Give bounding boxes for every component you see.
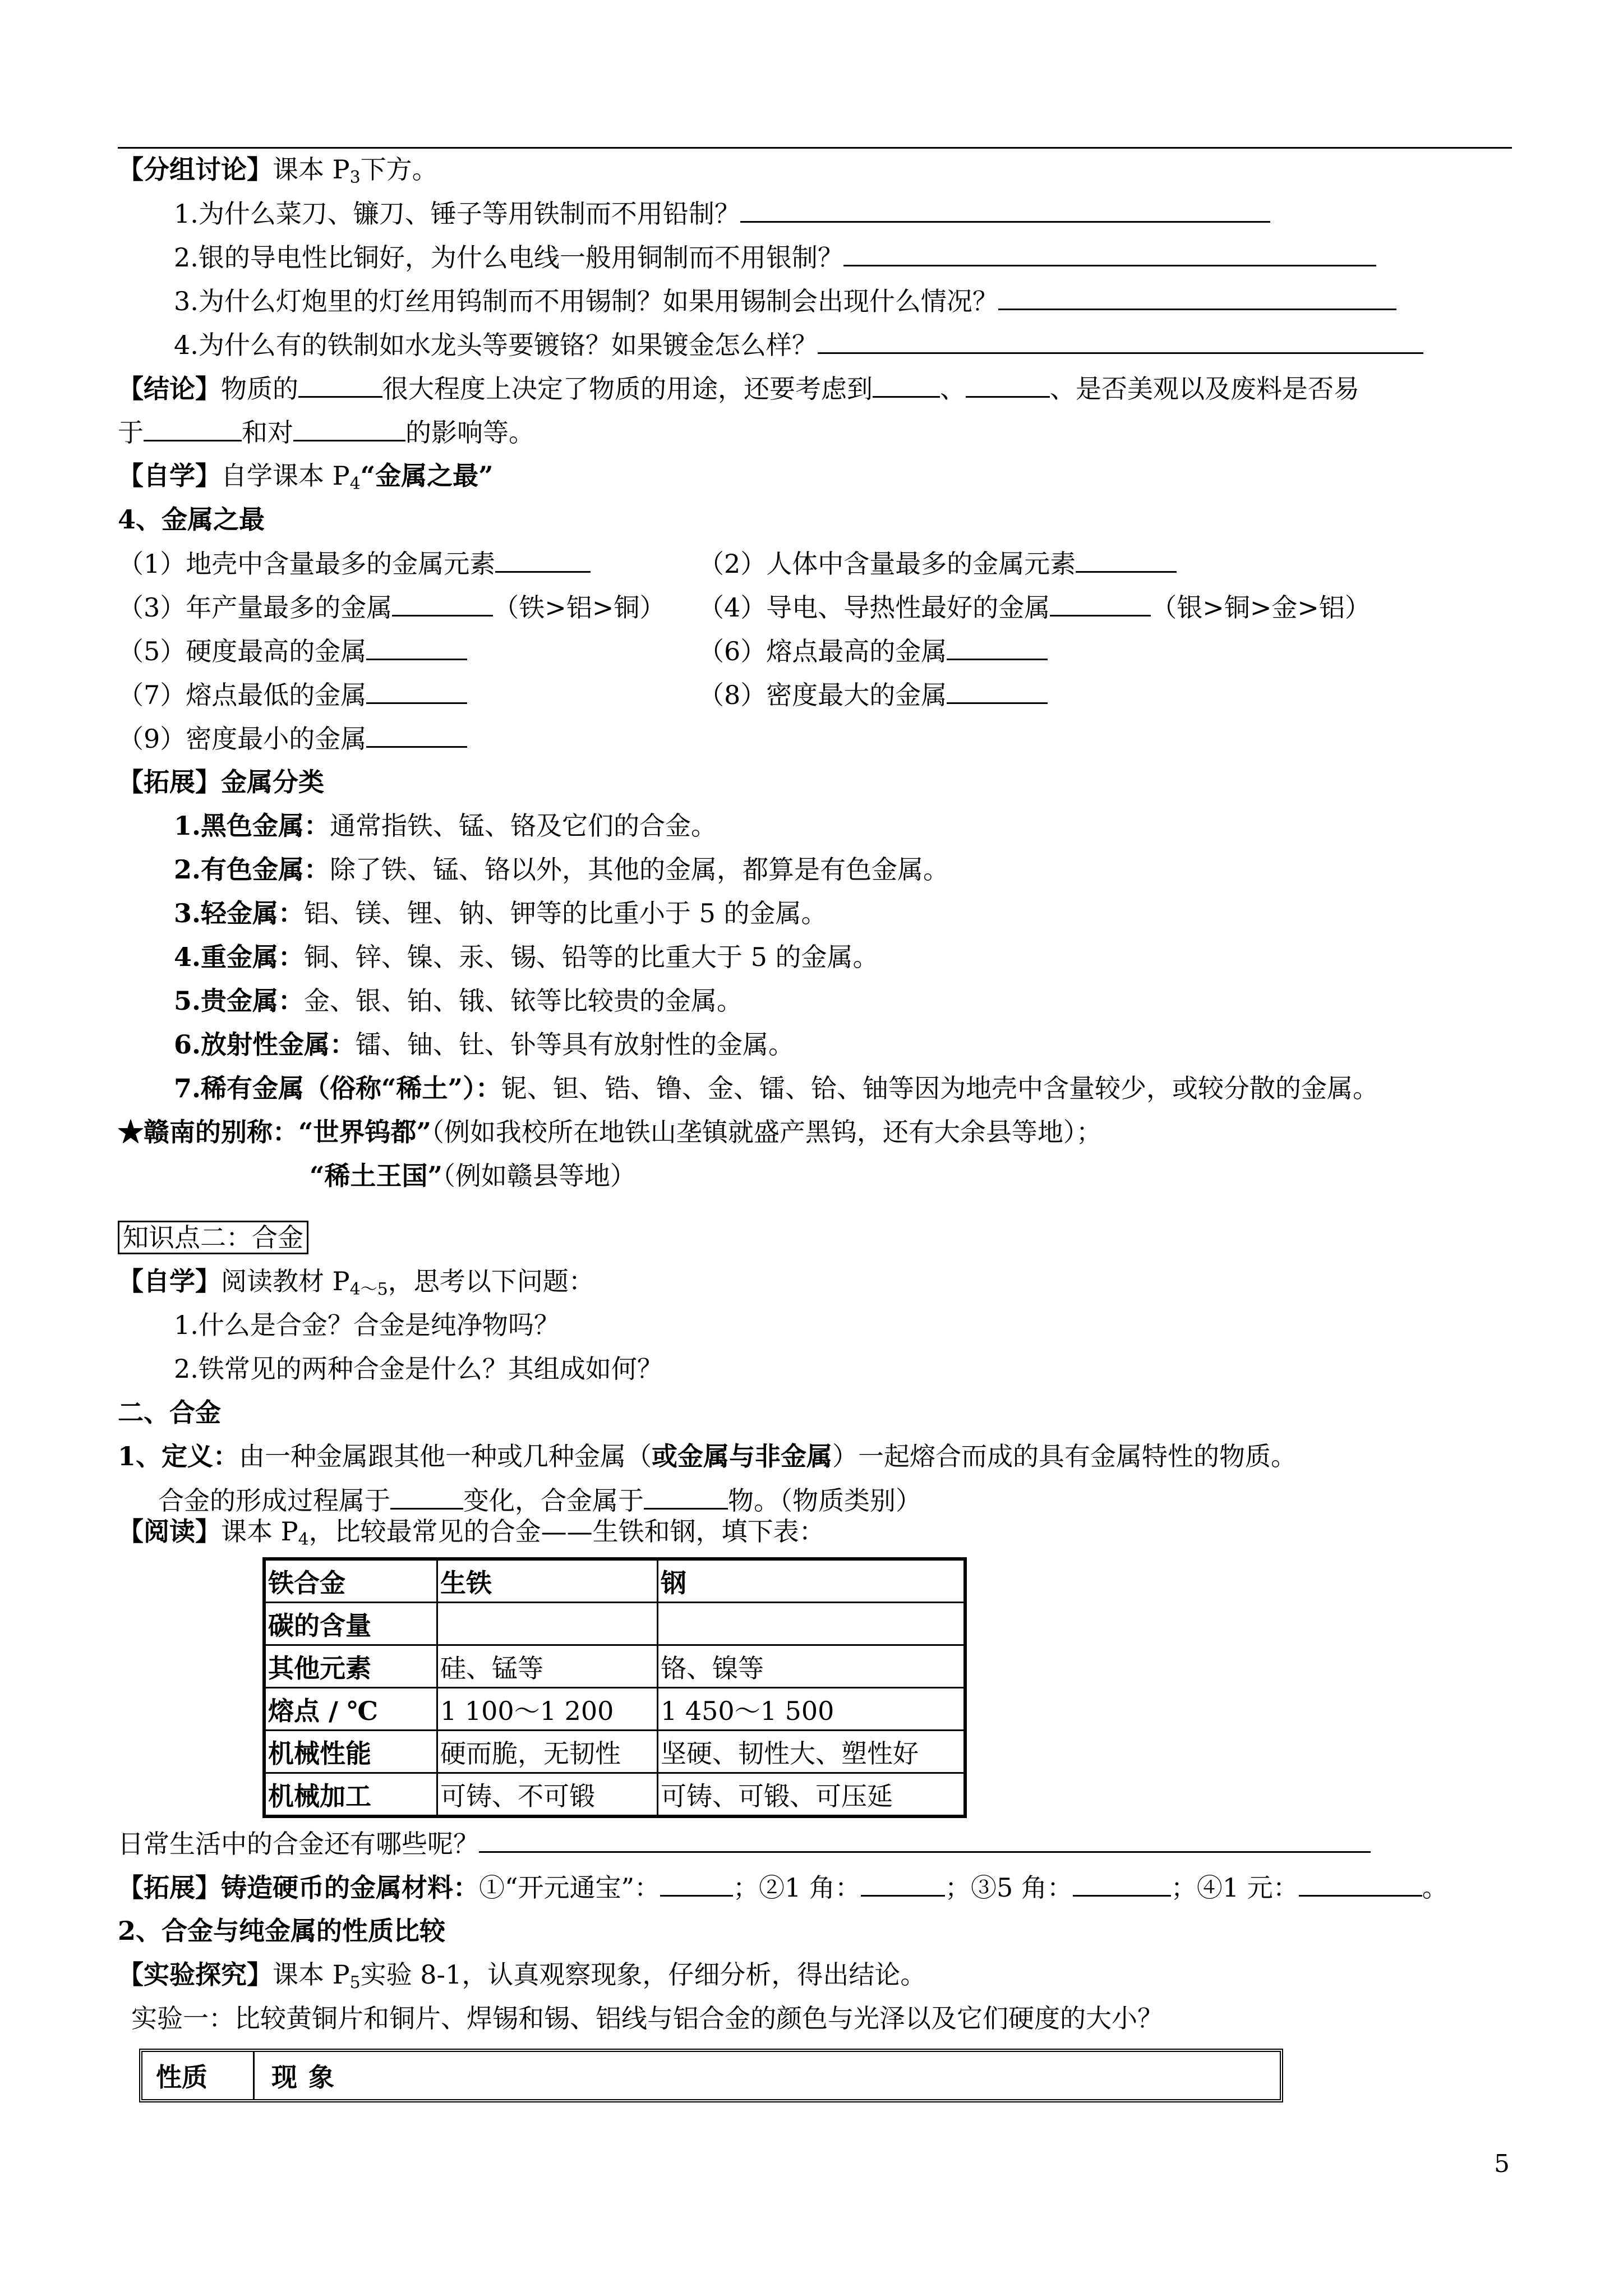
table-cell-blank[interactable]	[437, 1603, 658, 1645]
table-row	[264, 1731, 965, 1773]
table-cell: 可铸、可锻、可压延	[658, 1773, 966, 1817]
answer-blank[interactable]	[1050, 590, 1151, 616]
answer-blank[interactable]	[740, 196, 1270, 223]
gannan-nickname-line-1: ★赣南的别称：“世界钨都”（例如我校所在地铁山垄镇就盛产黑钨，还有大余县等地）；	[118, 1117, 1102, 1147]
phenomenon-header: 现 象	[271, 2062, 336, 2092]
table-cell: 硬而脆，无韧性	[437, 1731, 658, 1773]
discussion-heading: 【分组讨论】课本 $P_3$下方。	[118, 154, 438, 187]
metals-most-title: 4、金属之最	[118, 504, 265, 535]
table-header-cell: 钢	[658, 1559, 966, 1603]
alloy-formation: 合金的形成过程属于 变化，合金属于 物。（物质类别）	[158, 1483, 921, 1517]
answer-blank[interactable]	[495, 546, 591, 573]
table-row	[264, 1773, 965, 1817]
answer-blank[interactable]	[947, 634, 1048, 660]
answer-blank[interactable]	[1076, 546, 1177, 573]
answer-blank[interactable]	[1299, 1870, 1422, 1897]
table-row-label: 熔点 / ℃	[264, 1688, 437, 1731]
answer-blank[interactable]	[366, 721, 467, 748]
table-row-label: 碳的含量	[264, 1603, 437, 1645]
answer-blank[interactable]	[390, 1483, 463, 1510]
answer-blank[interactable]	[861, 1870, 945, 1897]
classification-item: 7.稀有金属（俗称“稀土”）：铌、钽、锆、镥、金、镭、铪、铀等因为地壳中含量较少，或较分散的金属。	[174, 1073, 1378, 1103]
experiment-heading: 【实验探究】课本 $P_5$实验 8-1，认真观察现象，仔细分析，得出结论。	[118, 1959, 926, 1993]
classification-item: 2.有色金属：除了铁、锰、铬以外，其他的金属，都算是有色金属。	[174, 854, 949, 885]
metals-most-item-1: （1）地壳中含量最多的金属元素	[118, 546, 591, 581]
answer-blank[interactable]	[818, 328, 1423, 354]
conclusion-line-2: 于 和对 的影响等。	[118, 415, 534, 449]
alloy-section-title: 二、合金	[118, 1397, 221, 1428]
answer-blank[interactable]	[298, 371, 382, 398]
table-row	[264, 1688, 965, 1731]
answer-blank[interactable]	[873, 371, 940, 398]
discussion-question-2: 2.银的导电性比铜好，为什么电线一般用铜制而不用银制？	[174, 240, 1376, 274]
selfstudy-alloy: 【自学】阅读教材 $P_{4\sim 5}$，思考以下问题：	[118, 1266, 594, 1299]
metals-most-item-9: （9）密度最小的金属	[118, 721, 467, 756]
gannan-nickname-line-2: “稀土王国”（例如赣县等地）	[310, 1161, 636, 1191]
discussion-question-3: 3.为什么灯炮里的灯丝用钨制而不用锡制？如果用锡制会出现什么情况？	[174, 284, 1396, 318]
answer-blank[interactable]	[366, 634, 467, 660]
table-cell: 1 450～1 500	[658, 1688, 966, 1731]
answer-blank[interactable]	[144, 415, 242, 441]
answer-blank[interactable]	[479, 1826, 1371, 1853]
selfstudy-question-1: 1.什么是合金？合金是纯净物吗？	[174, 1310, 560, 1340]
answer-blank[interactable]	[366, 678, 467, 704]
answer-blank[interactable]	[392, 590, 493, 616]
header-rule	[118, 147, 1512, 149]
metals-most-item-3: （3）年产量最多的金属 （铁>铝>铜）	[118, 590, 665, 624]
compare-title: 2、合金与纯金属的性质比较	[118, 1916, 446, 1946]
classification-item: 1.黑色金属：通常指铁、锰、铬及它们的合金。	[174, 811, 717, 841]
answer-blank[interactable]	[660, 1870, 733, 1897]
table-cell: 1 100～1 200	[437, 1688, 658, 1731]
selfstudy-question-2: 2.铁常见的两种合金是什么？其组成如何？	[174, 1354, 663, 1384]
coin-materials-line: 【拓展】铸造硬币的金属材料：①“开元通宝”： ；②1 角： ；③5 角： ；④1 元： 。	[118, 1870, 1448, 1904]
experiment-1: 实验一：比较黄铜片和铜片、焊锡和锡、铝线与铝合金的颜色与光泽以及它们硬度的大小？	[131, 2003, 1163, 2033]
metals-most-item-8: （8）密度最大的金属	[698, 678, 1048, 712]
metals-most-item-7: （7）熔点最低的金属	[118, 678, 467, 712]
classification-item: 5.贵金属：金、银、铂、锇、铱等比较贵的金属。	[174, 986, 743, 1016]
answer-blank[interactable]	[966, 371, 1050, 398]
table-cell: 坚硬、韧性大、塑性好	[658, 1731, 966, 1773]
conclusion-line-1: 【结论】物质的 很大程度上决定了物质的用途，还要考虑到 、 、是否美观以及废料是否易	[118, 371, 1359, 406]
iron-alloy-table	[262, 1557, 967, 1818]
answer-blank[interactable]	[843, 240, 1376, 266]
classification-item: 3.轻金属：铝、镁、锂、钠、钾等的比重小于 5 的金属。	[174, 898, 827, 928]
table-row	[264, 1645, 965, 1688]
selfstudy-metals-most: 【自学】自学课本 $P_4“$金属之最”	[118, 461, 494, 494]
table-header-cell: 铁合金	[264, 1559, 437, 1603]
answer-blank[interactable]	[1073, 1870, 1171, 1897]
property-table	[139, 2049, 1283, 2102]
daily-alloys-question: 日常生活中的合金还有哪些呢？	[118, 1826, 1371, 1861]
answer-blank[interactable]	[644, 1483, 728, 1510]
table-row-label: 其他元素	[264, 1645, 437, 1688]
answer-blank[interactable]	[947, 678, 1048, 704]
answer-blank[interactable]	[998, 284, 1396, 310]
table-cell: 铬、镍等	[658, 1645, 966, 1688]
table-row	[264, 1603, 965, 1645]
classification-item: 4.重金属：铜、锌、镍、汞、锡、铅等的比重大于 5 的金属。	[174, 942, 879, 972]
table-row-label: 机械加工	[264, 1773, 437, 1817]
alloy-definition: 1、定义：由一种金属跟其他一种或几种金属（或金属与非金属）一起熔合而成的具有金属特性的物质。	[118, 1441, 1297, 1471]
reading-heading: 【阅读】课本 $P_4$，比较最常见的合金——生铁和钢，填下表：	[118, 1516, 825, 1549]
classification-item: 6.放射性金属：镭、铀、钍、钋等具有放射性的金属。	[174, 1029, 795, 1060]
table-cell: 可铸、不可锻	[437, 1773, 658, 1817]
discussion-question-4: 4.为什么有的铁制如水龙头等要镀铬？如果镀金怎么样？	[174, 328, 1423, 362]
page-number: 5	[1494, 2150, 1510, 2178]
metals-most-item-6: （6）熔点最高的金属	[698, 634, 1048, 668]
knowledge-point-2-box: 知识点二：合金	[118, 1221, 308, 1254]
table-header-cell: 生铁	[437, 1559, 658, 1603]
extension-classification-heading: 【拓展】金属分类	[118, 767, 324, 797]
property-header: 性质	[142, 2052, 255, 2099]
discussion-question-1: 1.为什么菜刀、镰刀、锤子等用铁制而不用铅制？	[174, 196, 1270, 231]
answer-blank[interactable]	[293, 415, 405, 441]
table-header-row	[264, 1559, 965, 1603]
table-cell: 硅、锰等	[437, 1645, 658, 1688]
table-row-label: 机械性能	[264, 1731, 437, 1773]
metals-most-item-4: （4）导电、导热性最好的金属 （银>铜>金>铝）	[698, 590, 1371, 624]
metals-most-item-5: （5）硬度最高的金属	[118, 634, 467, 668]
metals-most-item-2: （2）人体中含量最多的金属元素	[698, 546, 1177, 581]
table-cell-blank[interactable]	[658, 1603, 966, 1645]
